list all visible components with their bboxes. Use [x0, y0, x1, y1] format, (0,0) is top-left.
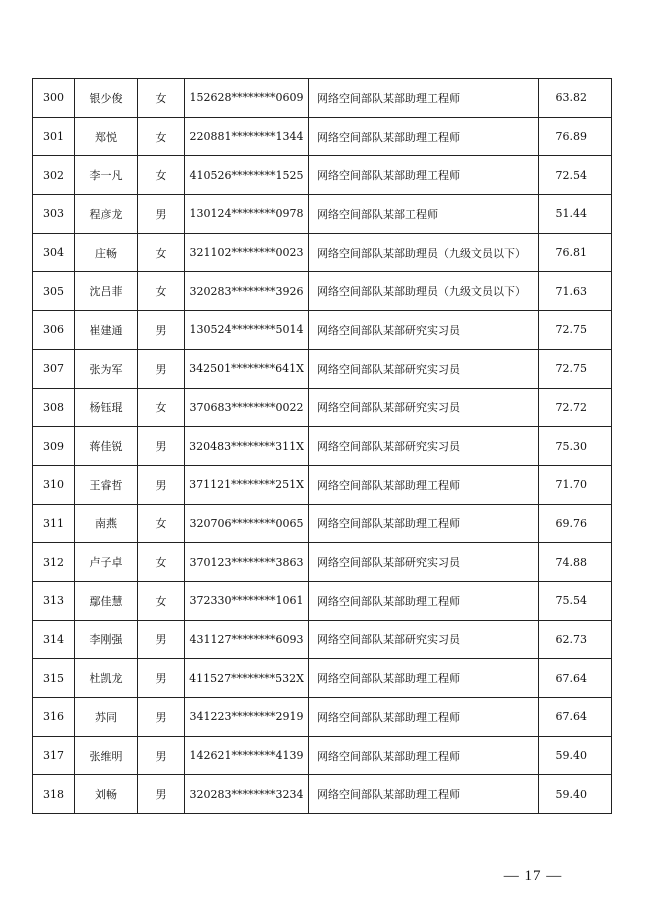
- cell-score: 72.75: [539, 311, 612, 350]
- table-row: [33, 311, 612, 350]
- cell-name: 蒋佳锐: [75, 427, 138, 466]
- page-number: — 17 —: [503, 868, 563, 884]
- cell-score: 75.54: [539, 581, 612, 620]
- cell-name: 张维明: [75, 736, 138, 775]
- cell-id-number: 142621********4139: [185, 736, 309, 775]
- cell-gender: 男: [138, 698, 185, 737]
- table-row: [33, 388, 612, 427]
- table-body: [33, 79, 612, 814]
- cell-name: 南燕: [75, 504, 138, 543]
- cell-number: 317: [33, 736, 75, 775]
- cell-gender: 男: [138, 465, 185, 504]
- cell-position: 网络空间部队某部工程师: [309, 195, 539, 234]
- cell-name: 郑悦: [75, 117, 138, 156]
- cell-gender: 女: [138, 156, 185, 195]
- cell-gender: 女: [138, 388, 185, 427]
- cell-name: 苏同: [75, 698, 138, 737]
- cell-id-number: 130124********0978: [185, 195, 309, 234]
- cell-name: 卢子卓: [75, 543, 138, 582]
- cell-position: 网络空间部队某部研究实习员: [309, 388, 539, 427]
- cell-gender: 女: [138, 581, 185, 620]
- cell-number: 315: [33, 659, 75, 698]
- cell-score: 59.40: [539, 736, 612, 775]
- cell-gender: 男: [138, 775, 185, 814]
- cell-gender: 女: [138, 79, 185, 118]
- cell-number: 311: [33, 504, 75, 543]
- cell-number: 313: [33, 581, 75, 620]
- cell-position: 网络空间部队某部助理员（九级文员以下）: [309, 233, 539, 272]
- cell-name: 程彦龙: [75, 195, 138, 234]
- cell-gender: 男: [138, 659, 185, 698]
- cell-score: 72.75: [539, 349, 612, 388]
- cell-position: 网络空间部队某部助理工程师: [309, 156, 539, 195]
- cell-id-number: 342501********641X: [185, 349, 309, 388]
- table-row: [33, 79, 612, 118]
- table-row: [33, 349, 612, 388]
- cell-name: 李刚强: [75, 620, 138, 659]
- candidate-table: [32, 78, 612, 814]
- cell-score: 62.73: [539, 620, 612, 659]
- table-row: [33, 659, 612, 698]
- cell-score: 59.40: [539, 775, 612, 814]
- cell-score: 63.82: [539, 79, 612, 118]
- table-row: [33, 465, 612, 504]
- cell-id-number: 320283********3926: [185, 272, 309, 311]
- table-row: [33, 427, 612, 466]
- cell-name: 张为军: [75, 349, 138, 388]
- cell-name: 鄢佳慧: [75, 581, 138, 620]
- cell-score: 72.72: [539, 388, 612, 427]
- table-row: [33, 117, 612, 156]
- cell-gender: 女: [138, 272, 185, 311]
- cell-id-number: 372330********1061: [185, 581, 309, 620]
- cell-number: 303: [33, 195, 75, 234]
- cell-score: 71.63: [539, 272, 612, 311]
- cell-name: 庄畅: [75, 233, 138, 272]
- cell-number: 308: [33, 388, 75, 427]
- cell-score: 67.64: [539, 698, 612, 737]
- cell-id-number: 370683********0022: [185, 388, 309, 427]
- cell-name: 王睿哲: [75, 465, 138, 504]
- cell-gender: 女: [138, 233, 185, 272]
- cell-position: 网络空间部队某部助理工程师: [309, 504, 539, 543]
- cell-position: 网络空间部队某部助理员（九级文员以下）: [309, 272, 539, 311]
- cell-name: 李一凡: [75, 156, 138, 195]
- cell-score: 76.89: [539, 117, 612, 156]
- table-row: [33, 775, 612, 814]
- table-row: [33, 698, 612, 737]
- cell-gender: 女: [138, 543, 185, 582]
- cell-id-number: 321102********0023: [185, 233, 309, 272]
- cell-position: 网络空间部队某部研究实习员: [309, 543, 539, 582]
- cell-id-number: 220881********1344: [185, 117, 309, 156]
- cell-name: 银少俊: [75, 79, 138, 118]
- cell-number: 301: [33, 117, 75, 156]
- cell-gender: 男: [138, 427, 185, 466]
- cell-gender: 男: [138, 736, 185, 775]
- cell-number: 312: [33, 543, 75, 582]
- cell-id-number: 370123********3863: [185, 543, 309, 582]
- cell-id-number: 320706********0065: [185, 504, 309, 543]
- cell-position: 网络空间部队某部助理工程师: [309, 581, 539, 620]
- cell-number: 302: [33, 156, 75, 195]
- cell-score: 51.44: [539, 195, 612, 234]
- cell-name: 刘畅: [75, 775, 138, 814]
- cell-name: 崔建通: [75, 311, 138, 350]
- cell-position: 网络空间部队某部助理工程师: [309, 659, 539, 698]
- cell-id-number: 431127********6093: [185, 620, 309, 659]
- cell-gender: 女: [138, 117, 185, 156]
- table-row: [33, 272, 612, 311]
- cell-gender: 男: [138, 195, 185, 234]
- cell-score: 69.76: [539, 504, 612, 543]
- table-row: [33, 233, 612, 272]
- cell-id-number: 320483********311X: [185, 427, 309, 466]
- cell-position: 网络空间部队某部研究实习员: [309, 427, 539, 466]
- cell-number: 316: [33, 698, 75, 737]
- cell-number: 307: [33, 349, 75, 388]
- cell-name: 沈吕菲: [75, 272, 138, 311]
- cell-position: 网络空间部队某部研究实习员: [309, 311, 539, 350]
- table-row: [33, 504, 612, 543]
- cell-position: 网络空间部队某部助理工程师: [309, 698, 539, 737]
- cell-number: 306: [33, 311, 75, 350]
- cell-position: 网络空间部队某部助理工程师: [309, 465, 539, 504]
- cell-position: 网络空间部队某部助理工程师: [309, 117, 539, 156]
- cell-position: 网络空间部队某部研究实习员: [309, 349, 539, 388]
- cell-id-number: 130524********5014: [185, 311, 309, 350]
- cell-id-number: 152628********0609: [185, 79, 309, 118]
- cell-number: 310: [33, 465, 75, 504]
- cell-score: 74.88: [539, 543, 612, 582]
- cell-gender: 女: [138, 504, 185, 543]
- cell-score: 76.81: [539, 233, 612, 272]
- table-row: [33, 543, 612, 582]
- cell-id-number: 341223********2919: [185, 698, 309, 737]
- cell-name: 杜凯龙: [75, 659, 138, 698]
- cell-id-number: 371121********251X: [185, 465, 309, 504]
- cell-number: 304: [33, 233, 75, 272]
- cell-position: 网络空间部队某部研究实习员: [309, 620, 539, 659]
- cell-score: 72.54: [539, 156, 612, 195]
- table-row: [33, 195, 612, 234]
- cell-id-number: 410526********1525: [185, 156, 309, 195]
- cell-gender: 男: [138, 620, 185, 659]
- table-row: [33, 156, 612, 195]
- cell-score: 75.30: [539, 427, 612, 466]
- cell-score: 71.70: [539, 465, 612, 504]
- cell-number: 314: [33, 620, 75, 659]
- table-row: [33, 736, 612, 775]
- cell-gender: 男: [138, 349, 185, 388]
- cell-id-number: 320283********3234: [185, 775, 309, 814]
- cell-position: 网络空间部队某部助理工程师: [309, 775, 539, 814]
- cell-position: 网络空间部队某部助理工程师: [309, 736, 539, 775]
- table-row: [33, 620, 612, 659]
- cell-number: 309: [33, 427, 75, 466]
- cell-id-number: 411527********532X: [185, 659, 309, 698]
- cell-gender: 男: [138, 311, 185, 350]
- table-row: [33, 581, 612, 620]
- cell-number: 305: [33, 272, 75, 311]
- cell-position: 网络空间部队某部助理工程师: [309, 79, 539, 118]
- cell-number: 300: [33, 79, 75, 118]
- cell-number: 318: [33, 775, 75, 814]
- cell-name: 杨钰琨: [75, 388, 138, 427]
- cell-score: 67.64: [539, 659, 612, 698]
